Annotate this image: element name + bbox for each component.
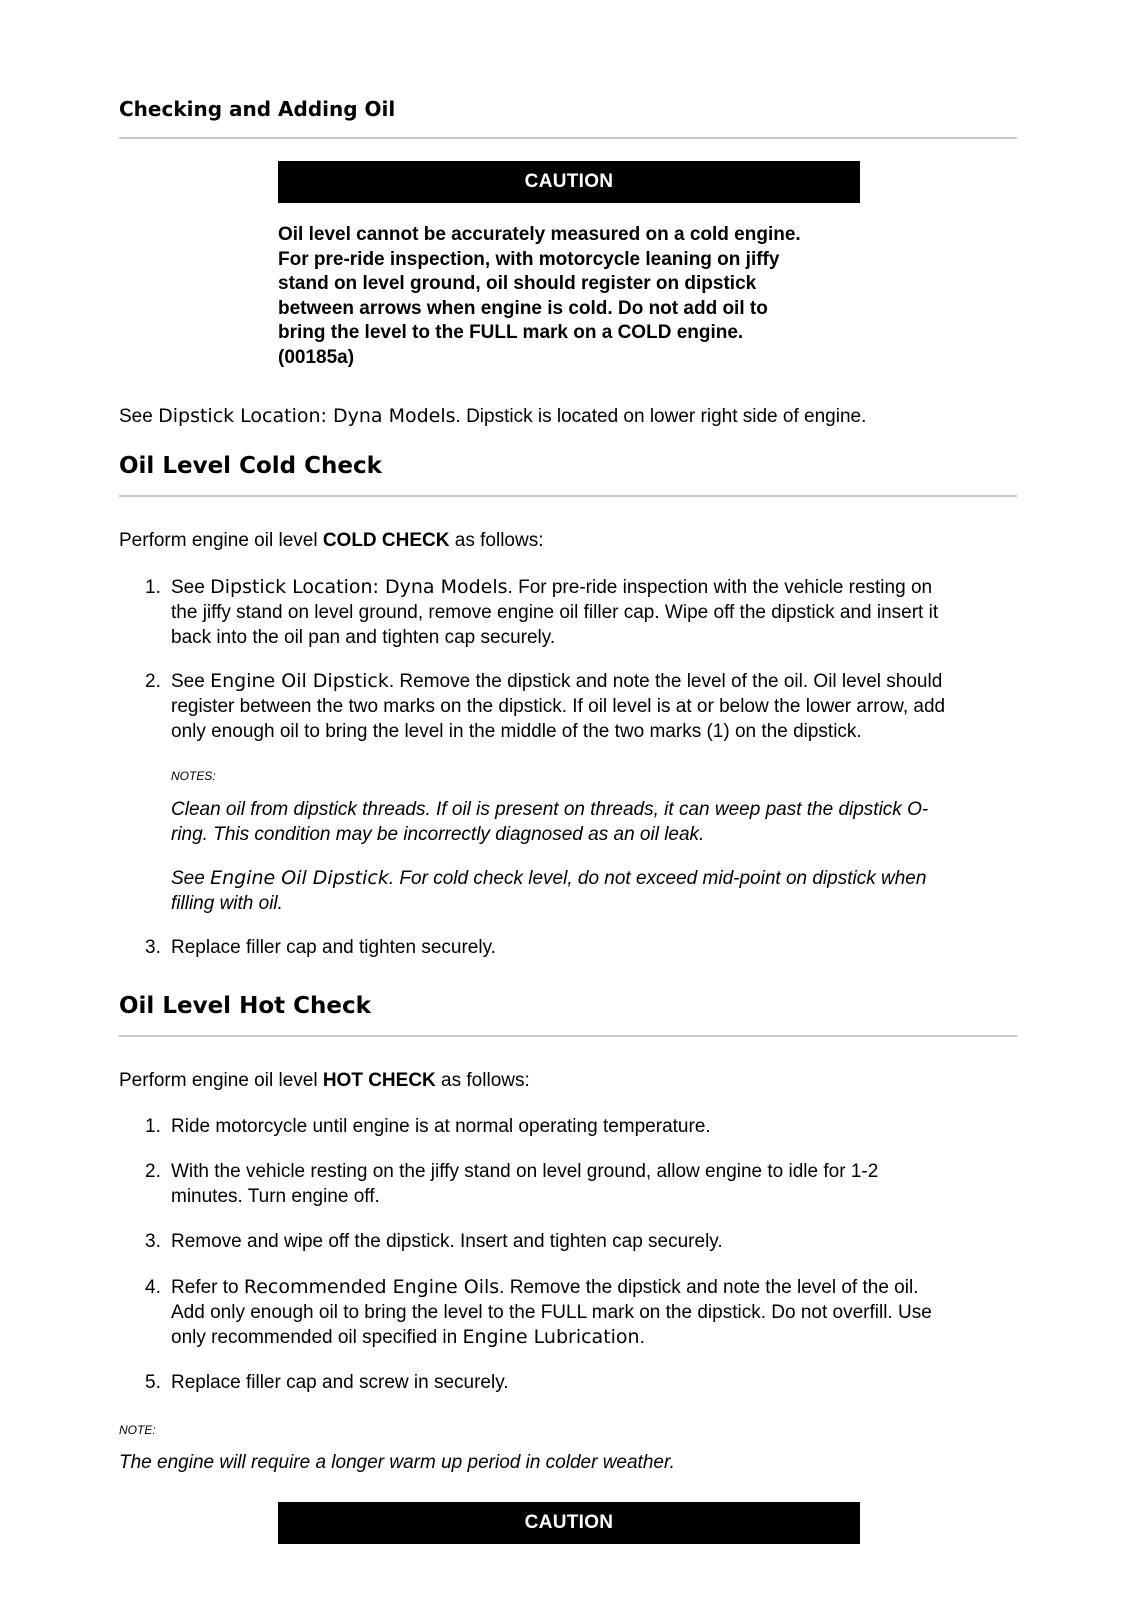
caution-banner: CAUTION xyxy=(278,161,860,203)
hot-check-divider xyxy=(119,1035,1017,1037)
item-text-part: See xyxy=(171,577,211,598)
lead-text: as follows: xyxy=(435,1070,530,1091)
item-number: 3. xyxy=(145,937,161,958)
note-line: Clean oil from dipstick threads. If oil is present on threads, it can weep past the dipstick O- xyxy=(171,799,929,820)
item-text-part: . For pre-ride inspection with the vehicle resting on xyxy=(507,577,933,598)
recommended-engine-oils-link[interactable]: Recommended Engine Oils xyxy=(243,1276,500,1298)
caution-line: For pre-ride inspection, with motorcycle leaning on jiffy xyxy=(278,248,780,270)
engine-lubrication-link[interactable]: Engine Lubrication xyxy=(462,1326,640,1348)
caution-line: stand on level ground, oil should register on dipstick xyxy=(278,273,757,294)
caution-line: between arrows when engine is cold. Do not add oil to xyxy=(278,297,768,319)
item-text: Replace filler cap and screw in securely. xyxy=(171,1372,509,1393)
note-line: See xyxy=(171,868,211,889)
item-text xyxy=(171,575,1025,650)
lead-text: Perform engine oil level xyxy=(119,530,323,551)
cold-check-divider xyxy=(119,495,1017,497)
cold-check-lead xyxy=(119,528,1019,553)
item-number: 2. xyxy=(145,1161,161,1182)
item-text-part: only enough oil to bring the level in the middle of the two marks (1) on the dipstick. xyxy=(171,721,862,742)
item-text xyxy=(171,1159,1025,1209)
note-line: filling with oil. xyxy=(171,893,283,914)
item-number: 1. xyxy=(145,577,161,598)
item-text-part: . xyxy=(639,1327,645,1348)
item-text-part: back into the oil pan and tighten cap securely. xyxy=(171,627,556,648)
item-text: Remove and wipe off the dipstick. Insert and tighten cap securely. xyxy=(171,1231,723,1252)
dipstick-location-link[interactable]: Dipstick Location: Dyna Models xyxy=(158,405,456,427)
list-item xyxy=(145,669,1025,742)
note-paragraph xyxy=(171,866,1031,916)
hot-check-title: Oil Level Hot Check xyxy=(119,993,371,1019)
item-number: 5. xyxy=(145,1372,161,1393)
intro-paragraph xyxy=(119,404,1019,429)
note-label: NOTE: xyxy=(119,1423,156,1437)
list-item xyxy=(145,1114,1025,1139)
hot-check-lead xyxy=(119,1068,1019,1093)
item-text-part: register between the two marks on the dipstick. If oil level is at or below the lower arrow, add xyxy=(171,696,946,717)
caution-banner: CAUTION xyxy=(278,1502,860,1544)
intro-text: See xyxy=(119,406,159,427)
intro-text: . Dipstick is located on lower right side of engine. xyxy=(455,406,867,427)
lead-text: Perform engine oil level xyxy=(119,1070,323,1091)
heading-divider xyxy=(119,137,1017,139)
item-number: 2. xyxy=(145,671,161,692)
item-text: Replace filler cap and tighten securely. xyxy=(171,937,496,958)
list-item xyxy=(145,1159,1025,1207)
engine-oil-dipstick-link[interactable]: Engine Oil Dipstick xyxy=(210,670,389,692)
note-line: . For cold check level, do not exceed mid-point on dipstick when xyxy=(388,868,927,889)
item-text-part: only recommended oil specified in xyxy=(171,1327,463,1348)
item-text-part: the jiffy stand on level ground, remove engine oil filler cap. Wipe off the dipstick and insert it xyxy=(171,602,939,623)
item-text-part: . Remove the dipstick and note the level of the oil. xyxy=(499,1277,919,1298)
item-text: Ride motorcycle until engine is at normal operating temperature. xyxy=(171,1116,711,1137)
lead-emphasis: COLD CHECK xyxy=(322,530,450,551)
cold-check-title: Oil Level Cold Check xyxy=(119,453,382,479)
notes-label: NOTES: xyxy=(171,769,216,783)
caution-line: (00185a) xyxy=(278,346,355,368)
item-number: 1. xyxy=(145,1116,161,1137)
list-item xyxy=(145,1370,1025,1395)
item-text-part: minutes. Turn engine off. xyxy=(171,1186,380,1207)
list-item xyxy=(145,935,1025,960)
item-number: 4. xyxy=(145,1277,161,1298)
list-item xyxy=(145,575,1025,648)
item-text xyxy=(171,669,1025,744)
dipstick-location-link[interactable]: Dipstick Location: Dyna Models xyxy=(210,576,508,598)
list-item xyxy=(145,1275,1025,1348)
item-text-part: . Remove the dipstick and note the level of the oil. Oil level should xyxy=(388,671,943,692)
item-text-part: With the vehicle resting on the jiffy stand on level ground, allow engine to idle for 1-2 xyxy=(171,1161,879,1182)
lead-emphasis: HOT CHECK xyxy=(322,1070,436,1091)
item-text-part: Refer to xyxy=(171,1277,244,1298)
note-line: ring. This condition may be incorrectly diagnosed as an oil leak. xyxy=(171,824,705,845)
caution-message xyxy=(278,223,858,370)
item-text-part: See xyxy=(171,671,211,692)
item-text xyxy=(171,1275,1025,1350)
item-number: 3. xyxy=(145,1231,161,1252)
note-paragraph: The engine will require a longer warm up period in colder weather. xyxy=(119,1452,675,1473)
caution-line: bring the level to the FULL mark on a COLD engine. xyxy=(278,322,744,343)
lead-text: as follows: xyxy=(449,530,544,551)
engine-oil-dipstick-link[interactable]: Engine Oil Dipstick xyxy=(210,867,389,889)
caution-line: Oil level cannot be accurately measured on a cold engine. xyxy=(278,224,801,245)
list-item xyxy=(145,1229,1025,1254)
note-paragraph xyxy=(171,797,1031,847)
section-heading: Checking and Adding Oil xyxy=(119,97,396,121)
item-text-part: Add only enough oil to bring the level to the FULL mark on the dipstick. Do not overfill. Use xyxy=(171,1302,932,1323)
